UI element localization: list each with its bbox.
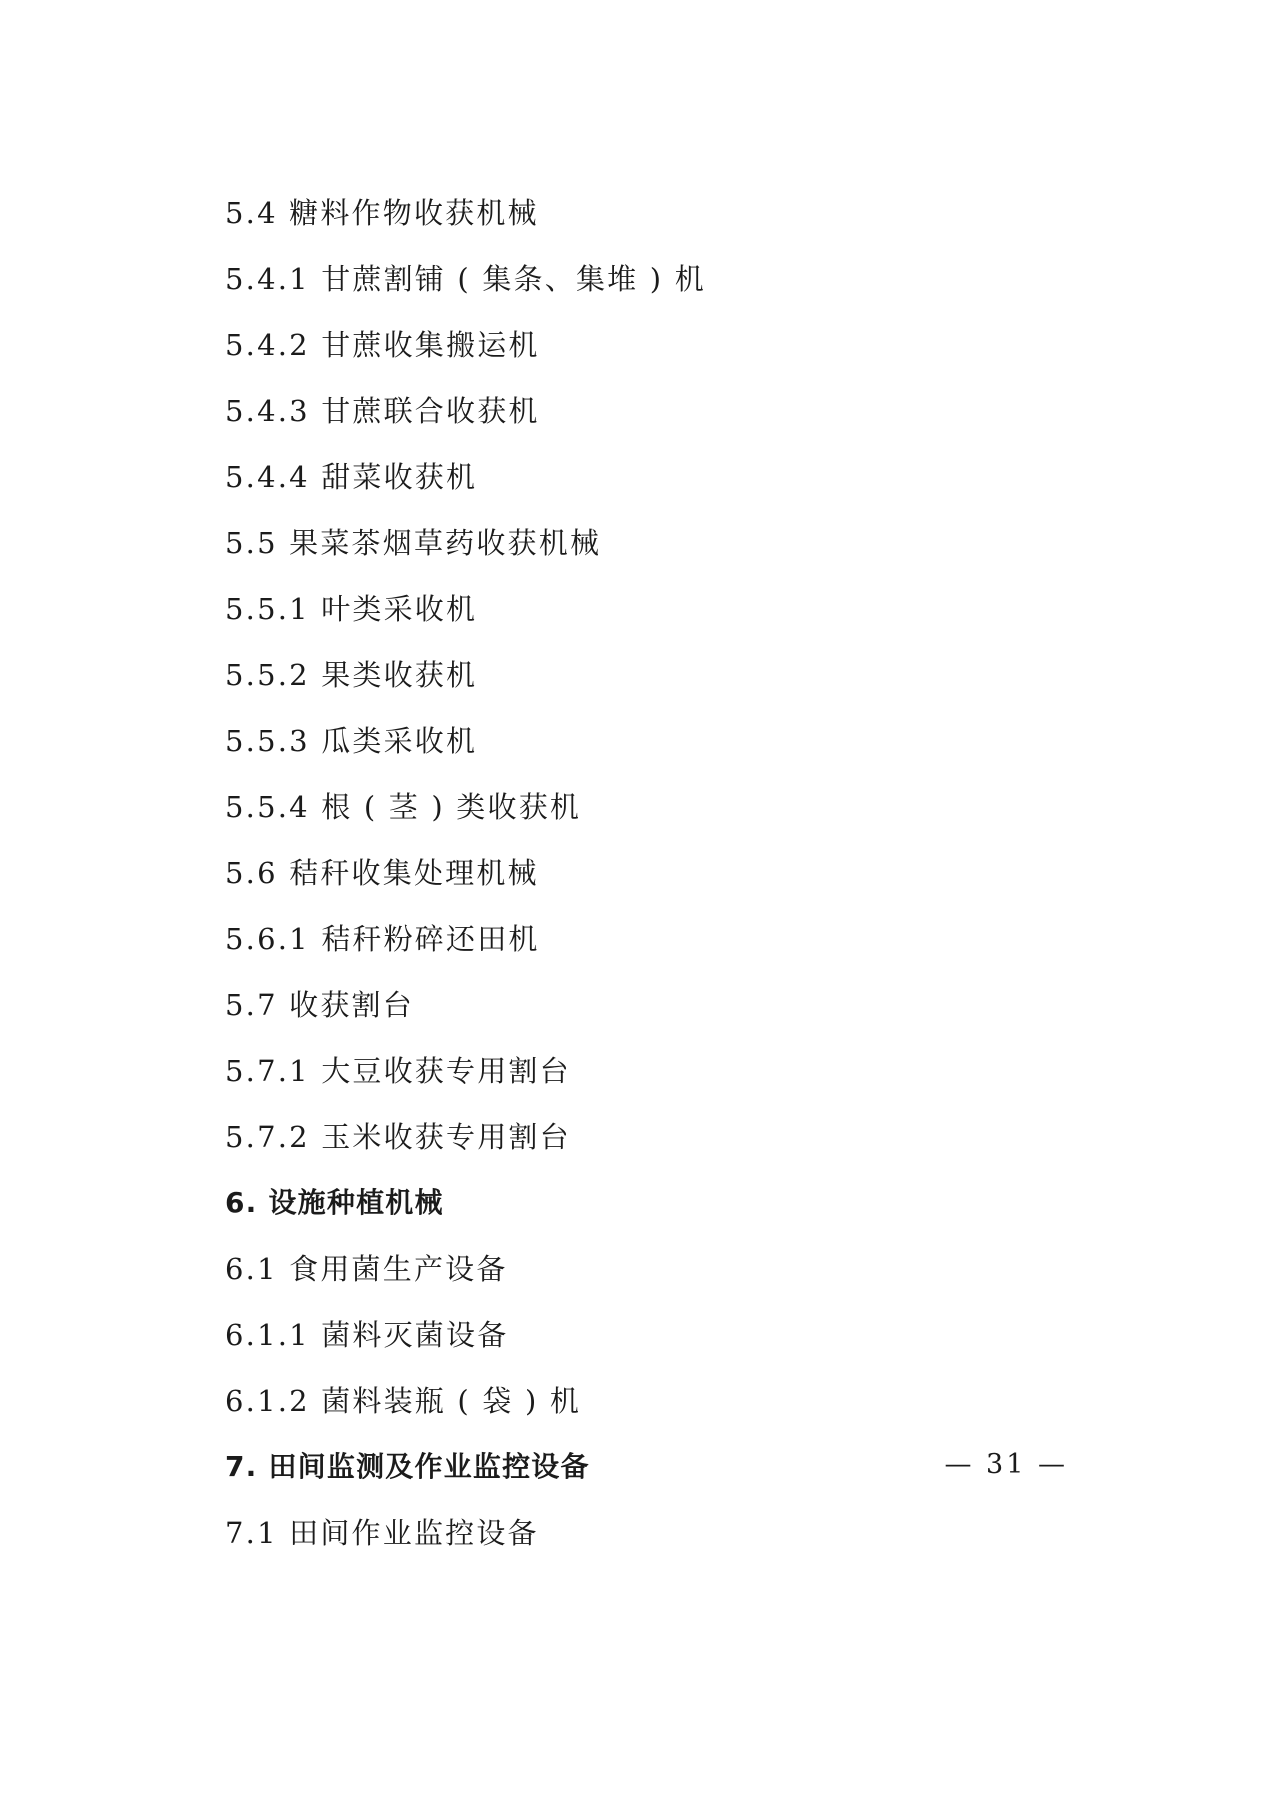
list-item: 5.4.1 甘蔗割铺 ( 集条、集堆 ) 机 <box>225 262 706 296</box>
list-item: 5.4.4 甜菜收获机 <box>225 460 478 494</box>
list-item: 6.1 食用菌生产设备 <box>225 1252 508 1286</box>
list-item: 5.7.2 玉米收获专用割台 <box>225 1120 571 1154</box>
list-item: 5.5.1 叶类采收机 <box>225 592 478 626</box>
list-item: 5.4.3 甘蔗联合收获机 <box>225 394 540 428</box>
page-number: — 31 — <box>944 1449 1068 1480</box>
table-of-contents <box>225 180 1070 1566</box>
list-item: 5.6 秸秆收集处理机械 <box>225 856 539 890</box>
list-item: 7.1 田间作业监控设备 <box>225 1516 539 1550</box>
list-item: 5.7.1 大豆收获专用割台 <box>225 1054 571 1088</box>
list-item: 6.1.2 菌料装瓶 ( 袋 ) 机 <box>225 1384 582 1418</box>
list-item: 5.5.2 果类收获机 <box>225 658 478 692</box>
list-item: 5.5.4 根 ( 茎 ) 类收获机 <box>225 790 582 824</box>
list-item: 5.5.3 瓜类采收机 <box>225 724 478 758</box>
list-item: 5.4 糖料作物收获机械 <box>225 196 539 230</box>
list-item: 5.5 果菜茶烟草药收获机械 <box>225 526 602 560</box>
list-item: 5.6.1 秸秆粉碎还田机 <box>225 922 540 956</box>
section-heading: 6. 设施种植机械 <box>225 1186 444 1219</box>
list-item: 5.4.2 甘蔗收集搬运机 <box>225 328 540 362</box>
list-item: 6.1.1 菌料灭菌设备 <box>225 1318 509 1352</box>
list-item: 5.7 收获割台 <box>225 988 414 1022</box>
section-heading: 7. 田间监测及作业监控设备 <box>225 1450 590 1483</box>
